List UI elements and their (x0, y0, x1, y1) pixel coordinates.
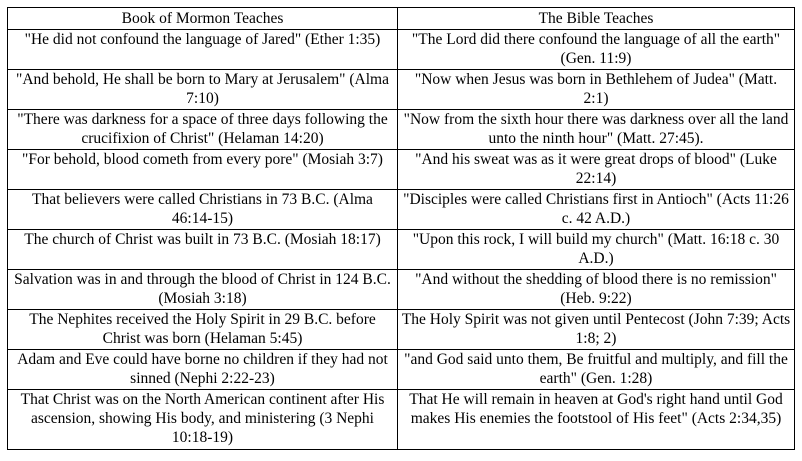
bible-teaching-cell: "The Lord did there confound the language of all the earth" (Gen. 11:9) (398, 30, 795, 70)
table-row (8, 350, 795, 390)
mormon-teaching-cell: The Nephites received the Holy Spirit in 29 B.C. before Christ was born (Helaman 5:45) (8, 310, 398, 350)
mormon-teaching-cell: The church of Christ was built in 73 B.C. (Mosiah 18:17) (8, 230, 398, 270)
mormon-teaching-cell: That Christ was on the North American continent after His ascension, showing His body, and ministering (3 Nephi 10:18-19) (8, 390, 398, 450)
bible-teaching-cell: "Disciples were called Christians first in Antioch" (Acts 11:26 c. 42 A.D.) (398, 190, 795, 230)
bible-teaching-cell: "Now from the sixth hour there was darkness over all the land unto the ninth hour" (Matt. 27:45). (398, 110, 795, 150)
comparison-table (7, 7, 795, 450)
bible-teaching-cell: The Holy Spirit was not given until Pentecost (John 7:39; Acts 1:8; 2) (398, 310, 795, 350)
table-row (8, 110, 795, 150)
mormon-teaching-cell: That believers were called Christians in 73 B.C. (Alma 46:14-15) (8, 190, 398, 230)
table-row (8, 390, 795, 450)
bible-teaching-cell: That He will remain in heaven at God's right hand until God makes His enemies the footstool of His feet" (Acts 2:34,35) (398, 390, 795, 450)
bible-teaching-cell: "And without the shedding of blood there is no remission" (Heb. 9:22) (398, 270, 795, 310)
header-book-of-mormon: Book of Mormon Teaches (8, 8, 398, 30)
table-row (8, 150, 795, 190)
mormon-teaching-cell: Salvation was in and through the blood of Christ in 124 B.C. (Mosiah 3:18) (8, 270, 398, 310)
mormon-teaching-cell: "And behold, He shall be born to Mary at Jerusalem" (Alma 7:10) (8, 70, 398, 110)
table-body (8, 30, 795, 450)
table-row (8, 310, 795, 350)
bible-teaching-cell: "Upon this rock, I will build my church" (Matt. 16:18 c. 30 A.D.) (398, 230, 795, 270)
header-row (8, 8, 795, 30)
table-row (8, 190, 795, 230)
table-row (8, 30, 795, 70)
bible-teaching-cell: "Now when Jesus was born in Bethlehem of Judea" (Matt. 2:1) (398, 70, 795, 110)
mormon-teaching-cell: "He did not confound the language of Jared" (Ether 1:35) (8, 30, 398, 70)
mormon-teaching-cell: "There was darkness for a space of three days following the crucifixion of Christ" (Helaman 14:20) (8, 110, 398, 150)
header-bible: The Bible Teaches (398, 8, 795, 30)
mormon-teaching-cell: "For behold, blood cometh from every pore" (Mosiah 3:7) (8, 150, 398, 190)
table-row (8, 270, 795, 310)
bible-teaching-cell: "and God said unto them, Be fruitful and multiply, and fill the earth" (Gen. 1:28) (398, 350, 795, 390)
mormon-teaching-cell: Adam and Eve could have borne no children if they had not sinned (Nephi 2:22-23) (8, 350, 398, 390)
table-header (8, 8, 795, 30)
bible-teaching-cell: "And his sweat was as it were great drops of blood" (Luke 22:14) (398, 150, 795, 190)
table-row (8, 70, 795, 110)
table-row (8, 230, 795, 270)
